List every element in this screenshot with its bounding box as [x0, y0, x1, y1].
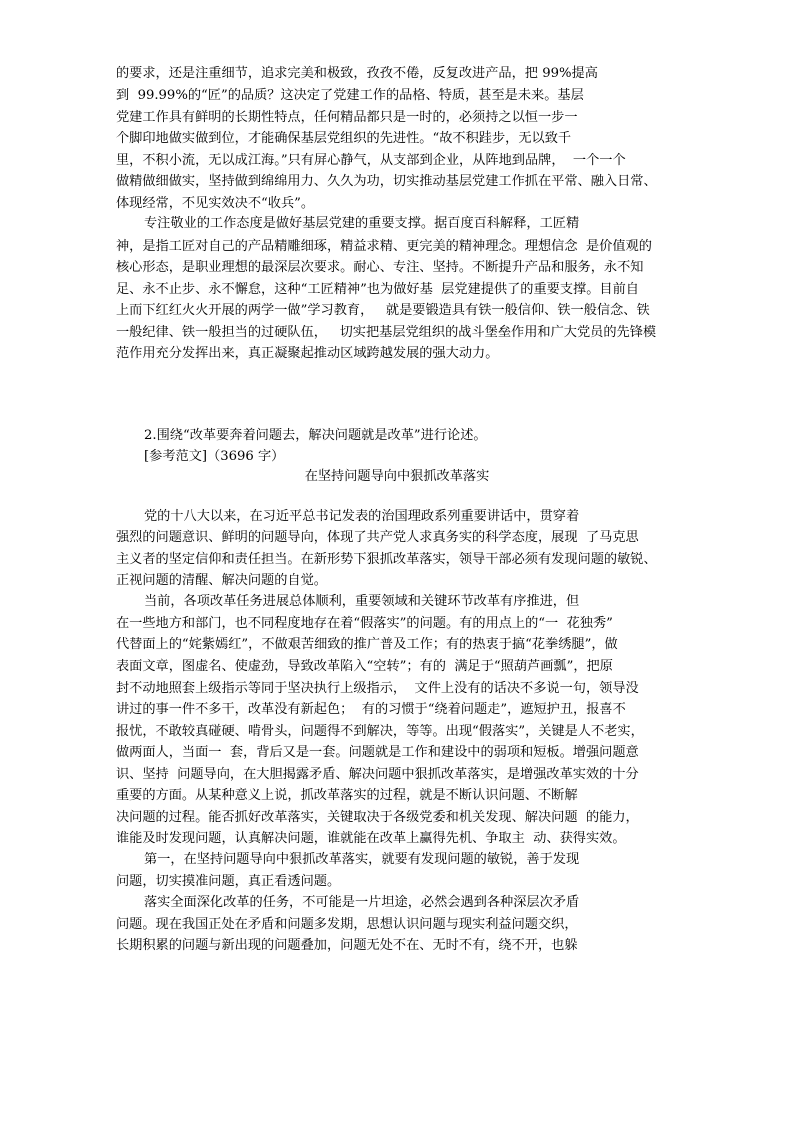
text-line: 体现经常，不见实效决不“收兵”。	[116, 196, 315, 211]
text-line: 神，是指工匠对自己的产品精雕细琢，精益求精、更完美的精神理念。理想信念 是价值观的	[116, 239, 652, 254]
text-line: 第一，在坚持问题导向中狠抓改革落实，就要有发现问题的敏锐，善于发现	[144, 852, 580, 867]
text-line: 做精做细做实，坚持做到绵绵用力、久久为功，切实推动基层党建工作抓在平常、融入日常、	[116, 174, 657, 189]
text-line: 范作用充分发挥出来，真正凝聚起推动区域跨越发展的强大动力。	[116, 346, 499, 361]
text-line: 长期积累的问题与新出现的问题叠加，问题无处不在、无时不有，绕不开，也躲	[116, 938, 578, 953]
text-line: 在一些地方和部门，也不同程度地存在着“假落实”的问题。有的用点上的“一 花独秀”	[116, 616, 613, 631]
text-line: 核心形态，是职业理想的最深层次要求。耐心、专注、坚持。不断提升产品和服务，永不知	[116, 260, 644, 275]
text-line: 正视问题的清醒、解决问题的自觉。	[116, 573, 327, 588]
text-line: 当前，各项改革任务进展总体顺利，重要领域和关键环节改革有序推进，但	[144, 594, 580, 609]
text-line: 里，不积小流，无以成江海。”只有屏心静气，从支部到企业，从阵地到品牌， 一个一个	[116, 153, 626, 168]
text-line: 表面文章，图虚名、使虚劲，导致改革陷入“空转”；有的 满足于“照葫芦画瓢”，把原	[116, 659, 613, 674]
essay-title: 在坚持问题导向中狠抓改革落实	[304, 469, 490, 484]
text-line: 识、坚持 问题导向，在大胆揭露矛盾、解决问题中狠抓改革落实，是增强改革实效的十分	[116, 767, 639, 782]
text-line: 落实全面深化改革的任务，不可能是一片坦途，必然会遇到各种深层次矛盾	[144, 895, 580, 910]
text-line: 封不动地照套上级指示等同于坚决执行上级指示， 文件上没有的话决不多说一句，领导没	[116, 681, 639, 696]
text-line: 做两面人，当面一 套，背后又是一套。问题就是工作和建设中的弱项和短板。增强问题意	[116, 745, 639, 760]
text-line: 到 99.99%的“匠”的品质？这决定了党建工作的品格、特质，甚至是未来。基层	[116, 88, 584, 103]
text-line: 问题，切实摸准问题，真正看透问题。	[116, 874, 341, 889]
text-line: 党建工作具有鲜明的长期性特点，任何精品都只是一时的，必须持之以恒一步一	[116, 110, 578, 125]
text-line: 讲过的事一件不多干，改革没有新起色； 有的习惯于“绕着问题走”，遮短护丑，报喜不	[116, 702, 626, 717]
question-heading: 2.围绕“改革要奔着问题去，解决问题就是改革”进行论述。	[144, 428, 487, 443]
reference-label: [参考范文]（3696 字）	[144, 449, 285, 464]
text-line: 主义者的坚定信仰和责任担当。在新形势下狠抓改革落实，领导干部必须有发现问题的敏锐、	[116, 552, 657, 567]
text-line: 个脚印地做实做到位，才能确保基层党组织的先进性。“故不积跬步，无以致千	[116, 131, 572, 146]
text-line: 报忧，不敢较真碰硬、啃骨头，问题得不到解决，等等。出现“假落实”，关键是人不老实，	[116, 724, 644, 739]
text-line: 上而下红红火火开展的两学一做”学习教育， 就是要锻造具有铁一般信仰、铁一般信念、铁	[116, 303, 650, 318]
text-line: 强烈的问题意识、鲜明的问题导向，体现了共产党人求真务实的科学态度，展现 了马克思	[116, 530, 639, 545]
text-line: 一般纪律、铁一般担当的过硬队伍， 切实把基层党组织的战斗堡垒作用和广大党员的先锋模	[116, 325, 657, 340]
text-line: 决问题的过程。能否抓好改革落实，关键取决于各级党委和机关发现、解决问题 的能力，	[116, 810, 639, 825]
text-line: 重要的方面。从某种意义上说，抓改革落实的过程，就是不断认识问题、不断解	[116, 788, 578, 803]
text-line: 代替面上的“姹紫嫣红”，不做艰苦细致的推广普及工作；有的热衷于搞“花拳绣腿”，做	[116, 637, 618, 652]
text-line: 的要求，还是注重细节，追求完美和极致，孜孜不倦，反复改进产品，把 99%提高	[116, 66, 598, 81]
text-line: 问题。现在我国正处在矛盾和问题多发期，思想认识问题与现实利益问题交织，	[116, 917, 578, 932]
text-line: 党的十八大以来，在习近平总书记发表的治国理政系列重要讲话中，贯穿着	[144, 509, 580, 524]
text-line: 专注敬业的工作态度是做好基层党建的重要支撑。据百度百科解释，工匠精	[144, 216, 580, 231]
text-line: 足、永不止步、永不懈怠，这种“工匠精神”也为做好基 层党建提供了的重要支撑。目前自	[116, 282, 639, 297]
text-line: 谁能及时发现问题，认真解决问题，谁就能在改革上赢得先机、争取主 动、获得实效。	[116, 831, 626, 846]
